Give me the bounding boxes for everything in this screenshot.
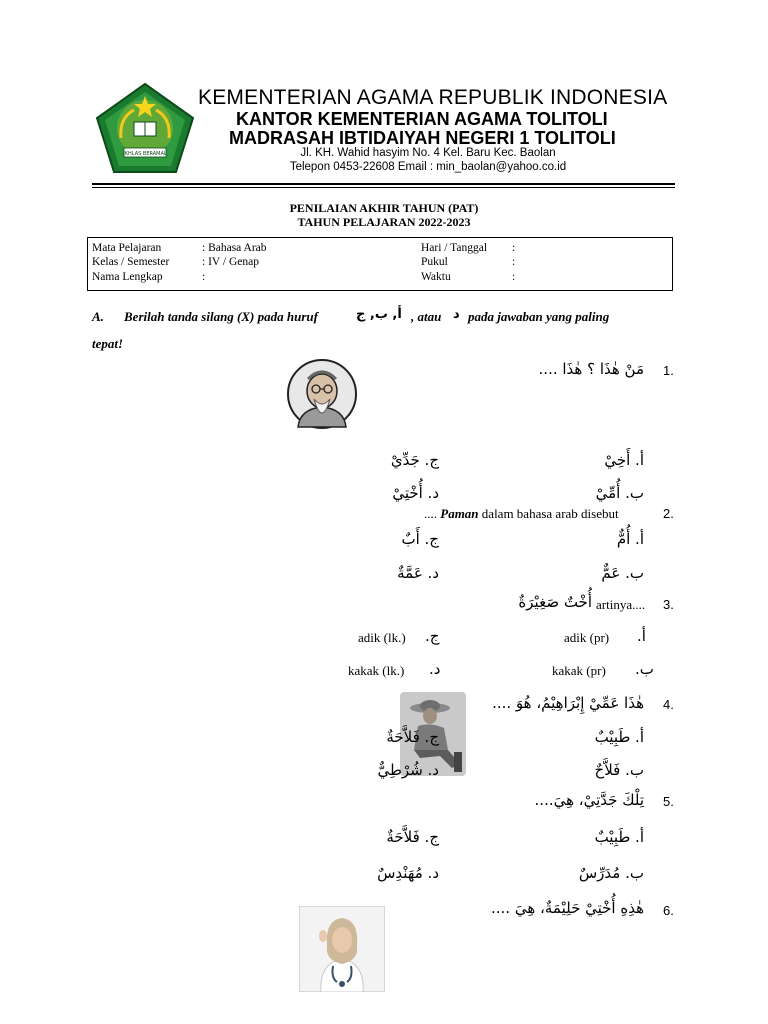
question-number: 3. — [663, 597, 674, 612]
section-letter: A. — [92, 309, 104, 324]
option-a[interactable]: أ. أَخِيْ — [604, 451, 644, 469]
name-label: Nama Lengkap — [92, 271, 163, 283]
exam-title: PENILAIAN AKHIR TAHUN (PAT) — [289, 201, 479, 215]
option-a-marker: أ. — [637, 627, 646, 645]
option-b[interactable]: ب. فَلاَّحٌ — [594, 761, 644, 779]
student-info-box — [87, 237, 673, 291]
option-b[interactable]: ب. عَمٌّ — [601, 564, 644, 582]
logo-motto: IKHLAS BERAMAL — [123, 151, 167, 157]
subject-value: : Bahasa Arab — [202, 242, 267, 254]
class-value: : IV / Genap — [202, 256, 259, 268]
exam-year: TAHUN PELAJARAN 2022-2023 — [297, 215, 471, 229]
option-c[interactable]: ج. أَبٌ — [401, 530, 439, 548]
option-a[interactable]: أ. أُمٌّ — [616, 530, 644, 548]
option-b[interactable]: ب. أُمِّيْ — [595, 484, 644, 502]
question-number: 4. — [663, 697, 674, 712]
school-contact: Telepon 0453-22608 Email : min_baolan@yahoo.co.id — [289, 161, 567, 173]
question-text — [424, 506, 619, 522]
question-text: هٰذَا عَمِّيْ إِبْرَاهِيْمُ، هُوَ .... — [492, 694, 644, 712]
instruction-line2: tepat! — [92, 336, 124, 351]
question-number: 6. — [663, 903, 674, 918]
time-value[interactable]: : — [512, 256, 516, 268]
header-rule-thin — [92, 187, 675, 188]
school-name: MADRASAH IBTIDAIYAH NEGERI 1 TOLITOLI — [229, 128, 616, 148]
option-d[interactable]: kakak (lk.) — [348, 663, 405, 678]
option-c[interactable]: ج. فَلاَّحَةٌ — [386, 828, 439, 846]
option-a[interactable]: أ. طَبِيْبٌ — [594, 728, 644, 746]
office-name: KANTOR KEMENTERIAN AGAMA TOLITOLI — [236, 109, 608, 129]
option-d-marker: د. — [429, 660, 441, 678]
instruction-atau: , atau — [411, 309, 442, 324]
instruction-text: Berilah tanda silang (X) pada huruf — [124, 309, 318, 324]
option-a[interactable]: أ. طَبِيْبٌ — [594, 828, 644, 846]
question-number: 5. — [663, 794, 674, 809]
option-d[interactable]: د. عَمَّةٌ — [397, 564, 439, 582]
doctor-image — [299, 906, 385, 992]
option-c[interactable]: ج. فَلاَّحَةٌ — [386, 728, 439, 746]
option-d[interactable]: د. أُخْتِيْ — [392, 484, 439, 502]
option-c[interactable]: adik (lk.) — [358, 630, 406, 645]
instruction-letters: أ, ب, ج — [356, 307, 402, 322]
question-arabic: أُخْتٌ صَغِيْرَةٌ — [518, 593, 592, 611]
instruction-dal: د — [453, 307, 460, 322]
option-b[interactable]: ب. مُدَرِّسٌ — [578, 864, 644, 882]
subject-label: Mata Pelajaran — [92, 242, 162, 254]
grandfather-image — [286, 357, 358, 431]
duration-value[interactable]: : — [512, 271, 516, 283]
option-b-marker: ب. — [635, 660, 654, 678]
school-address: Jl. KH. Wahid hasyim No. 4 Kel. Baru Kec. Baolan — [300, 147, 556, 159]
ministry-name: KEMENTERIAN AGAMA REPUBLIK INDONESIA — [198, 86, 668, 109]
instruction-rest: pada jawaban yang paling — [468, 309, 610, 324]
name-value[interactable]: : — [202, 271, 206, 283]
day-label: Hari / Tanggal — [421, 242, 488, 254]
question-text: تِلْكَ جَدَّتِيْ، هِيَ.... — [534, 791, 644, 809]
question-ellipsis: .... — [424, 506, 437, 521]
question-text: artinya.... — [596, 597, 646, 612]
option-d[interactable]: د. شُرْطِيٌّ — [377, 761, 439, 779]
day-value[interactable]: : — [512, 242, 516, 254]
question-number: 1. — [663, 363, 674, 378]
question-keyword: Paman — [440, 506, 479, 521]
option-c[interactable]: ج. جَدِّيْ — [390, 451, 439, 469]
question-text-rest: dalam bahasa arab disebut — [478, 506, 619, 521]
time-label: Pukul — [421, 256, 448, 268]
option-b[interactable]: kakak (pr) — [552, 663, 606, 678]
question-text: مَنْ هٰذَا ؟ هٰذَا .... — [538, 360, 644, 378]
option-c-marker: ج. — [425, 627, 440, 645]
header-rule-thick — [92, 183, 675, 185]
class-label: Kelas / Semester — [92, 256, 170, 268]
option-d[interactable]: د. مُهَنْدِسٌ — [377, 864, 439, 882]
question-number: 2. — [663, 506, 674, 521]
option-a[interactable]: adik (pr) — [564, 630, 610, 645]
question-text: هٰذِهِ أُخْتِيْ حَلِيْمَةٌ، هِيَ .... — [491, 899, 644, 917]
duration-label: Waktu — [421, 271, 451, 283]
